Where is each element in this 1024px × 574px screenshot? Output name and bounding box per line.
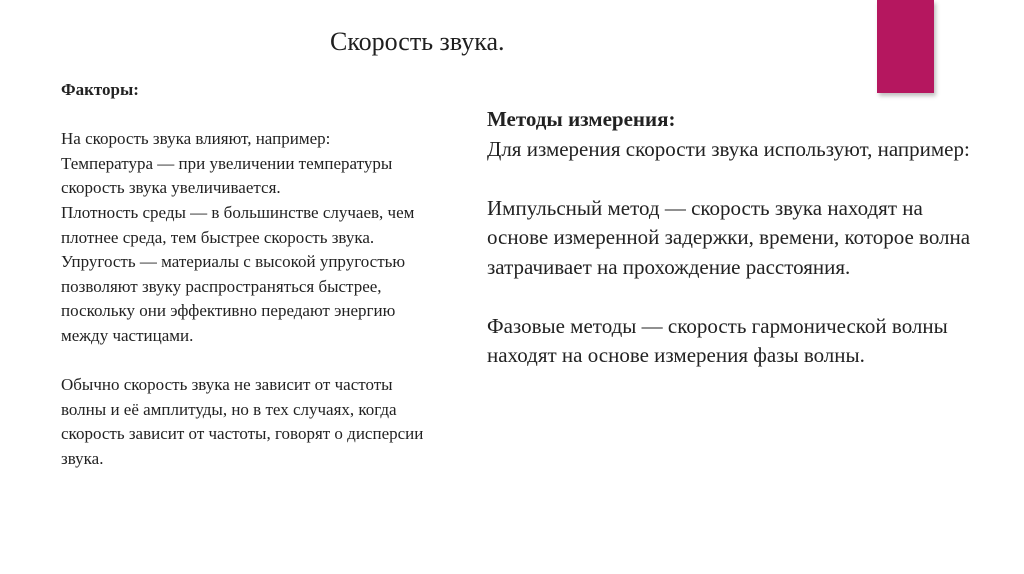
- dispersion-note: Обычно скорость звука не зависит от частоты волны и её амплитуды, но в тех случаях, когда скорость зависит от частоты, говорят о дисперсии звука.: [61, 375, 424, 468]
- factors-column: [61, 78, 431, 472]
- methods-heading: Методы измерения:: [487, 107, 676, 131]
- factors-heading: Факторы:: [61, 80, 139, 99]
- methods-intro: Для измерения скорости звука используют, например:: [487, 136, 970, 161]
- factor-elasticity: Упругость — материалы с высокой упругостью позволяют звуку распространяться быстрее, поскольку они эффективно передают энергию между частицами.: [61, 252, 406, 345]
- slide-title: Скорость звука.: [330, 27, 505, 56]
- factor-density: Плотность среды — в большинстве случаев, чем плотнее среда, тем быстрее скорость звука.: [61, 202, 415, 247]
- factor-temperature: Температура — при увеличении температуры скорость звука увеличивается.: [61, 153, 393, 198]
- factors-intro: На скорость звука влияют, например:: [61, 129, 331, 149]
- accent-bar: [877, 0, 934, 93]
- method-phase: Фазовые методы — скорость гармонической волны находят на основе измерения фазы волны.: [487, 313, 948, 367]
- method-pulse: Импульсный метод — скорость звука находят на основе измеренной задержки, времени, которое волна затрачивает на прохождение расстояния.: [487, 195, 971, 279]
- methods-column: [487, 105, 987, 371]
